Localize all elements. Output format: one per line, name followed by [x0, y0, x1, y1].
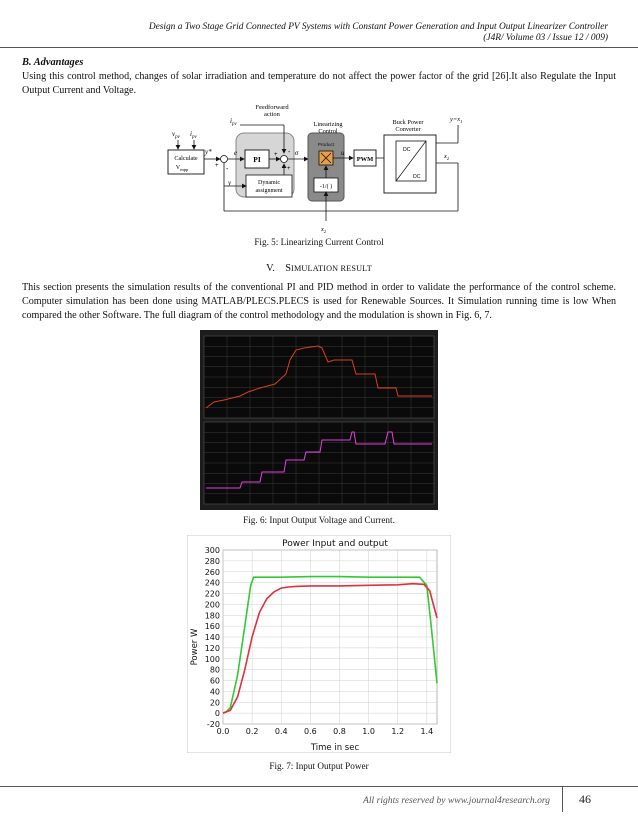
y-output-sub: 1 — [460, 119, 463, 124]
y-tick-label: 60 — [209, 676, 220, 686]
section-v-title-rest: IMULATION RESULT — [291, 264, 372, 273]
y-tick-label: 0 — [214, 709, 220, 719]
fig5-diagram — [160, 103, 478, 233]
y-tick-label: 200 — [204, 600, 220, 610]
y-tick-label: 140 — [204, 633, 220, 642]
sum-junction-1 — [221, 156, 228, 163]
x-tick-label: 1.0 — [362, 727, 375, 736]
vmpp-label: V — [175, 164, 181, 171]
x-tick-label: 0.2 — [245, 727, 259, 736]
section-v-heading — [0, 263, 638, 274]
sigma-label: σ — [295, 149, 299, 157]
y-feedback-label: y — [228, 179, 232, 187]
y-tick-label: 120 — [204, 643, 220, 653]
sum-junction-2 — [281, 156, 288, 163]
y-output-label: y=x — [450, 116, 461, 123]
y-tick-label: 180 — [204, 611, 220, 621]
chart-xlabel: Time in sec — [310, 743, 360, 753]
section-b-heading: B. Advantages — [22, 57, 84, 68]
header-rule — [0, 47, 638, 48]
footer-copyright: All rights reserved by www.journal4research.org — [363, 795, 551, 806]
pwm-label: PWM — [356, 156, 374, 163]
y-tick-label: 300 — [204, 546, 220, 555]
fig6-caption: Fig. 6: Input Output Voltage and Current. — [243, 515, 395, 525]
control-label: Control — [318, 128, 338, 135]
sum1-plus: + — [215, 163, 219, 169]
sum2-plus-bottom: + — [287, 166, 291, 172]
y-tick-label: 100 — [204, 654, 220, 664]
x2-right-sub: 2 — [446, 156, 450, 161]
dc-bottom-label: DC — [413, 174, 421, 180]
y-tick-label: 20 — [209, 698, 220, 708]
chart-title: Power Input and output — [282, 539, 388, 549]
error-label: e — [234, 149, 238, 157]
pi-label: PI — [253, 155, 261, 164]
y-tick-label: 280 — [204, 556, 220, 566]
calculate-label: Calculate — [174, 155, 198, 162]
ystar-label: y* — [205, 148, 212, 156]
y-tick-label: -20 — [206, 720, 220, 729]
x2-bottom-sub: 2 — [323, 229, 327, 233]
footer-rule — [0, 786, 638, 787]
header-title: Design a Two Stage Grid Connected PV Systems with Constant Power Generation and Input Output Linearizer Controller — [148, 22, 608, 32]
x2-bottom-label: x — [321, 226, 324, 233]
buck-label-1: Buck Power — [392, 119, 424, 126]
product-label: Product — [317, 143, 335, 148]
fig5-caption: Fig. 5: Linearizing Current Control — [254, 237, 384, 247]
x-tick-label: 0.4 — [274, 727, 288, 736]
x-tick-label: 0.6 — [303, 727, 317, 736]
action-label: action — [264, 111, 280, 118]
x-tick-label: 0.8 — [333, 727, 346, 736]
buck-label-2: Converter — [395, 126, 421, 133]
ipv-top-sub: pv — [231, 122, 237, 127]
x-tick-label: 0.0 — [216, 727, 230, 736]
fig7-caption: Fig. 7: Input Output Power — [269, 761, 369, 771]
feedforward-label: Feedforward — [255, 104, 289, 111]
fig6-scope-image — [200, 330, 438, 510]
dc-top-label: DC — [403, 147, 411, 153]
section-b-text: Using this control method, changes of solar irradiation and temperature do not affect the power factor of the grid [26].It also Regulate the Input Output Current and Voltage. — [22, 71, 616, 96]
y-tick-label: 260 — [204, 567, 220, 577]
vpv-label: v — [172, 130, 176, 138]
y-tick-label: 80 — [209, 665, 220, 675]
fig7-power-chart — [187, 535, 451, 753]
y-tick-label: 40 — [209, 687, 220, 697]
y-tick-label: 160 — [204, 622, 220, 632]
x-tick-label: 1.4 — [420, 727, 434, 736]
sum2-plus: + — [274, 152, 278, 158]
sum1-minus: - — [226, 166, 229, 173]
chart-ylabel: Power W — [190, 628, 200, 666]
sum2-minus: - — [288, 149, 291, 156]
dynamic-label: Dynamic — [258, 180, 280, 186]
neg-reciprocal-label: -1/( ) — [319, 184, 333, 190]
section-v-text: This section presents the simulation results of the conventional PI and PID method in order to validate the performance of the control scheme. Computer simulation has been done using MATLAB/PLECS.PLECS is used for Renewable Sources. It Simulation running time is low When compared the other Software. The full diagram of the control methodology and the modulation is shown in Fig. 6, 7. — [22, 282, 616, 321]
header-issue: (J4R/ Volume 03 / Issue 12 / 009) — [483, 33, 608, 43]
section-v-number: V. — [266, 263, 275, 274]
ipv-left-label: i — [190, 130, 192, 138]
y-tick-label: 220 — [204, 589, 220, 599]
linearizing-label: Linearizing — [313, 121, 343, 128]
vmpp-sub: mpp — [180, 167, 189, 172]
x-tick-label: 1.2 — [391, 727, 405, 736]
running-header — [28, 22, 608, 44]
ipv-left-sub: pv — [191, 135, 197, 140]
y-tick-label: 240 — [204, 578, 220, 588]
ipv-top-label: i — [230, 117, 232, 125]
page-number: 46 — [562, 786, 607, 812]
assignment-label: assignment — [255, 188, 283, 194]
vpv-sub: pv — [175, 135, 180, 140]
u-label: u — [341, 149, 345, 157]
section-v-title-first: S — [285, 263, 292, 274]
x2-right-label: x — [444, 153, 447, 160]
